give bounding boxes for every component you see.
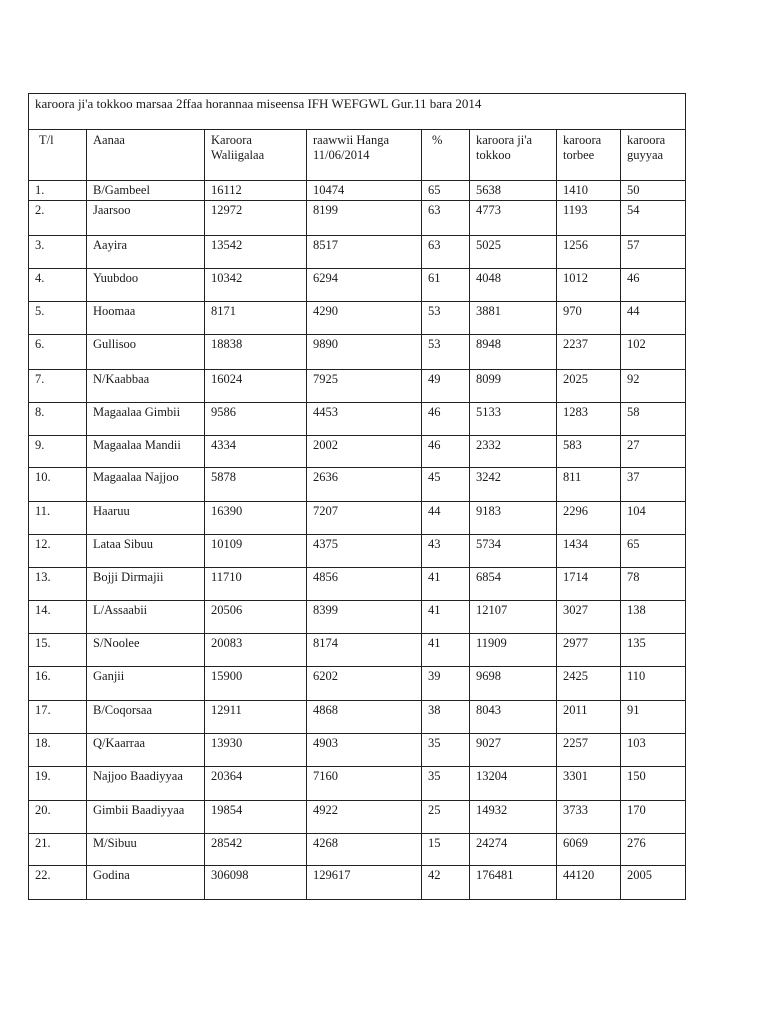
table-cell: 44120 (557, 866, 621, 900)
table-cell: 10474 (307, 181, 422, 201)
table-cell: 8399 (307, 601, 422, 634)
table-row (29, 468, 686, 502)
table-cell: 8099 (470, 370, 557, 403)
table-cell: Magaalaa Gimbii (87, 403, 205, 436)
table-cell: 7160 (307, 767, 422, 801)
table-cell: 2332 (470, 436, 557, 468)
table-cell: 150 (621, 767, 686, 801)
table-cell: 135 (621, 634, 686, 667)
table-cell: 5025 (470, 236, 557, 269)
header-percent: % (422, 130, 470, 181)
header-aanaa: Aanaa (87, 130, 205, 181)
table-cell: 13930 (205, 734, 307, 767)
table-cell: 35 (422, 767, 470, 801)
header-row (29, 130, 686, 181)
table-cell: 4268 (307, 834, 422, 866)
table-cell: 57 (621, 236, 686, 269)
table-cell: 25 (422, 801, 470, 834)
table-cell: 3242 (470, 468, 557, 502)
table-cell: 9. (29, 436, 87, 468)
table-cell: 970 (557, 302, 621, 335)
table-cell: 9027 (470, 734, 557, 767)
table-cell: 14932 (470, 801, 557, 834)
table-cell: Lataa Sibuu (87, 535, 205, 568)
table-cell: 7207 (307, 502, 422, 535)
table-cell: 24274 (470, 834, 557, 866)
table-cell: 21. (29, 834, 87, 866)
table-row (29, 302, 686, 335)
table-cell: 8. (29, 403, 87, 436)
table-row (29, 667, 686, 701)
header-karoora-torbee: karoora torbee (557, 130, 621, 181)
table-cell: 38 (422, 701, 470, 734)
table-cell: 19. (29, 767, 87, 801)
table-body (29, 181, 686, 900)
table-cell: 4334 (205, 436, 307, 468)
table-cell: 1193 (557, 201, 621, 236)
table-cell: 12. (29, 535, 87, 568)
table-cell: 3027 (557, 601, 621, 634)
table-cell: Haaruu (87, 502, 205, 535)
table-cell: 6202 (307, 667, 422, 701)
table-cell: 22. (29, 866, 87, 900)
table-cell: 58 (621, 403, 686, 436)
table-cell: L/Assaabii (87, 601, 205, 634)
table-cell: 2977 (557, 634, 621, 667)
table-cell: 27 (621, 436, 686, 468)
table-cell: 16024 (205, 370, 307, 403)
table-cell: 65 (621, 535, 686, 568)
table-cell: 176481 (470, 866, 557, 900)
table-row (29, 767, 686, 801)
table-row (29, 866, 686, 900)
table-cell: 4048 (470, 269, 557, 302)
table-cell: 103 (621, 734, 686, 767)
table-cell: 170 (621, 801, 686, 834)
table-cell: 20364 (205, 767, 307, 801)
table-cell: 15900 (205, 667, 307, 701)
table-cell: Aayira (87, 236, 205, 269)
table-cell: 104 (621, 502, 686, 535)
table-cell: 6294 (307, 269, 422, 302)
table-cell: 4290 (307, 302, 422, 335)
table-cell: 2636 (307, 468, 422, 502)
table-cell: B/Gambeel (87, 181, 205, 201)
table-cell: Ganjii (87, 667, 205, 701)
table-cell: 45 (422, 468, 470, 502)
table-cell: Yuubdoo (87, 269, 205, 302)
header-raawwii: raawwii Hanga 11/06/2014 (307, 130, 422, 181)
table-cell: 5. (29, 302, 87, 335)
table-cell: 2. (29, 201, 87, 236)
table-cell: 8199 (307, 201, 422, 236)
data-table (28, 93, 686, 900)
table-cell: 16390 (205, 502, 307, 535)
table-row (29, 269, 686, 302)
table-cell: 41 (422, 634, 470, 667)
table-cell: 2002 (307, 436, 422, 468)
table-cell: 41 (422, 601, 470, 634)
table-cell: Gullisoo (87, 335, 205, 370)
table-cell: 8948 (470, 335, 557, 370)
table-cell: 4922 (307, 801, 422, 834)
table-cell: 2257 (557, 734, 621, 767)
header-karoora-guyyaa: karoora guyyaa (621, 130, 686, 181)
table-cell: 9586 (205, 403, 307, 436)
table-cell: 12972 (205, 201, 307, 236)
table-cell: 9890 (307, 335, 422, 370)
table-cell: 61 (422, 269, 470, 302)
table-cell: 13. (29, 568, 87, 601)
table-cell: 18838 (205, 335, 307, 370)
table-cell: 9183 (470, 502, 557, 535)
table-cell: 63 (422, 236, 470, 269)
table-cell: 7925 (307, 370, 422, 403)
table-cell: 92 (621, 370, 686, 403)
table-cell: 13542 (205, 236, 307, 269)
table-cell: 91 (621, 701, 686, 734)
table-cell: B/Coqorsaa (87, 701, 205, 734)
table-row (29, 236, 686, 269)
table-cell: 3301 (557, 767, 621, 801)
table-cell: 6854 (470, 568, 557, 601)
table-cell: Godina (87, 866, 205, 900)
table-cell: 1434 (557, 535, 621, 568)
table-cell: 16112 (205, 181, 307, 201)
table-cell: 11909 (470, 634, 557, 667)
table-cell: 811 (557, 468, 621, 502)
table-cell: 8174 (307, 634, 422, 667)
table-row (29, 535, 686, 568)
table-cell: 78 (621, 568, 686, 601)
table-cell: 37 (621, 468, 686, 502)
table-cell: 9698 (470, 667, 557, 701)
table-cell: 54 (621, 201, 686, 236)
table-cell: 110 (621, 667, 686, 701)
table-cell: 1283 (557, 403, 621, 436)
table-cell: 10109 (205, 535, 307, 568)
table-cell: 63 (422, 201, 470, 236)
table-cell: 18. (29, 734, 87, 767)
table-cell: 12107 (470, 601, 557, 634)
table-cell: 5878 (205, 468, 307, 502)
table-cell: 8043 (470, 701, 557, 734)
table-cell: 41 (422, 568, 470, 601)
table-cell: 20. (29, 801, 87, 834)
table-cell: Jaarsoo (87, 201, 205, 236)
table-row (29, 403, 686, 436)
header-karoora-jia: karoora ji'a tokkoo (470, 130, 557, 181)
table-row (29, 181, 686, 201)
table-cell: 42 (422, 866, 470, 900)
table-row (29, 201, 686, 236)
table-row (29, 436, 686, 468)
table-cell: 53 (422, 335, 470, 370)
table-cell: 2005 (621, 866, 686, 900)
table-row (29, 834, 686, 866)
table-row (29, 734, 686, 767)
table-row (29, 370, 686, 403)
table-cell: 19854 (205, 801, 307, 834)
table-cell: 306098 (205, 866, 307, 900)
table-cell: 5734 (470, 535, 557, 568)
table-cell: Magaalaa Mandii (87, 436, 205, 468)
table-cell: N/Kaabbaa (87, 370, 205, 403)
table-cell: 17. (29, 701, 87, 734)
table-cell: 46 (621, 269, 686, 302)
table-cell: Bojji Dirmajii (87, 568, 205, 601)
table-cell: 138 (621, 601, 686, 634)
table-cell: 15. (29, 634, 87, 667)
table-cell: 14. (29, 601, 87, 634)
table-cell: 35 (422, 734, 470, 767)
table-cell: 8171 (205, 302, 307, 335)
table-cell: 10. (29, 468, 87, 502)
table-cell: 44 (621, 302, 686, 335)
table-cell: 2237 (557, 335, 621, 370)
table-row (29, 502, 686, 535)
table-cell: 7. (29, 370, 87, 403)
table-cell: 10342 (205, 269, 307, 302)
table-cell: 6. (29, 335, 87, 370)
table-cell: 65 (422, 181, 470, 201)
table-row (29, 601, 686, 634)
table-cell: Najjoo Baadiyyaa (87, 767, 205, 801)
table-cell: 2296 (557, 502, 621, 535)
table-cell: 276 (621, 834, 686, 866)
table-cell: 4. (29, 269, 87, 302)
table-cell: M/Sibuu (87, 834, 205, 866)
table-cell: 2425 (557, 667, 621, 701)
table-cell: 15 (422, 834, 470, 866)
table-cell: 43 (422, 535, 470, 568)
table-cell: 49 (422, 370, 470, 403)
table-cell: Magaalaa Najjoo (87, 468, 205, 502)
table-cell: 53 (422, 302, 470, 335)
table-cell: 1012 (557, 269, 621, 302)
table-cell: 6069 (557, 834, 621, 866)
table-cell: 4453 (307, 403, 422, 436)
table-cell: 20083 (205, 634, 307, 667)
table-cell: 1410 (557, 181, 621, 201)
table-cell: 5638 (470, 181, 557, 201)
table-title: karoora ji'a tokkoo marsaa 2ffaa horannaa miseensa IFH WEFGWL Gur.11 bara 2014 (29, 94, 686, 130)
table-row (29, 634, 686, 667)
table-cell: 39 (422, 667, 470, 701)
table-row (29, 701, 686, 734)
table-cell: 1256 (557, 236, 621, 269)
header-karoora-waliigalaa: Karoora Waliigalaa (205, 130, 307, 181)
document-page (28, 93, 685, 900)
table-cell: Gimbii Baadiyyaa (87, 801, 205, 834)
table-cell: S/Noolee (87, 634, 205, 667)
table-cell: 2011 (557, 701, 621, 734)
table-cell: 3733 (557, 801, 621, 834)
table-cell: 4856 (307, 568, 422, 601)
table-cell: 11. (29, 502, 87, 535)
table-cell: 28542 (205, 834, 307, 866)
table-cell: 102 (621, 335, 686, 370)
table-cell: Hoomaa (87, 302, 205, 335)
table-cell: 4773 (470, 201, 557, 236)
table-cell: 4868 (307, 701, 422, 734)
table-row (29, 568, 686, 601)
table-cell: 20506 (205, 601, 307, 634)
table-cell: 46 (422, 403, 470, 436)
table-cell: 1. (29, 181, 87, 201)
table-cell: 3. (29, 236, 87, 269)
table-cell: 3881 (470, 302, 557, 335)
table-cell: 1714 (557, 568, 621, 601)
table-cell: 583 (557, 436, 621, 468)
table-cell: 46 (422, 436, 470, 468)
table-row (29, 335, 686, 370)
table-cell: 2025 (557, 370, 621, 403)
table-cell: 5133 (470, 403, 557, 436)
table-cell: 8517 (307, 236, 422, 269)
table-cell: 12911 (205, 701, 307, 734)
table-cell: 11710 (205, 568, 307, 601)
table-cell: 50 (621, 181, 686, 201)
table-cell: 44 (422, 502, 470, 535)
table-cell: 16. (29, 667, 87, 701)
table-cell: 129617 (307, 866, 422, 900)
header-tl: T/l (29, 130, 87, 181)
table-row (29, 801, 686, 834)
table-cell: 13204 (470, 767, 557, 801)
table-cell: 4903 (307, 734, 422, 767)
table-cell: 4375 (307, 535, 422, 568)
table-cell: Q/Kaarraa (87, 734, 205, 767)
